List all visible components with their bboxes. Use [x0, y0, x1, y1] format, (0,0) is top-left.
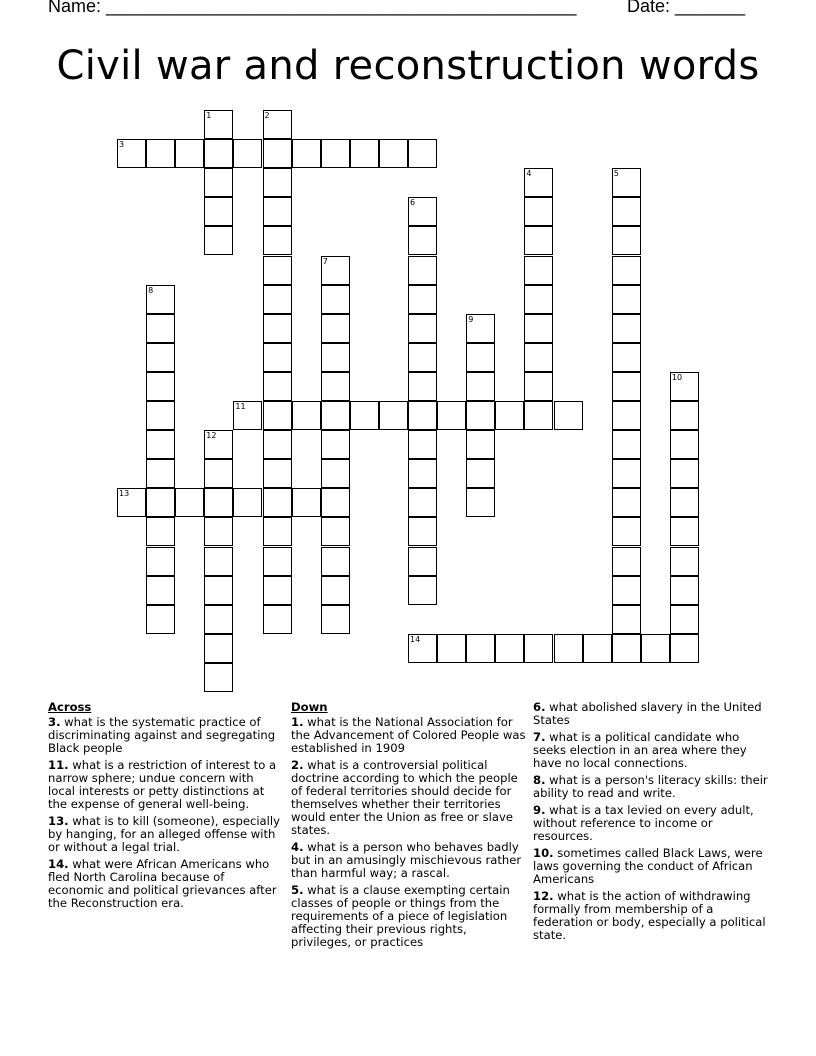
crossword-cell[interactable]	[263, 547, 292, 576]
crossword-cell[interactable]	[321, 401, 350, 430]
crossword-cell[interactable]	[408, 314, 437, 343]
clue-number: 6.	[533, 700, 546, 714]
crossword-cell[interactable]	[612, 576, 641, 605]
crossword-cell[interactable]	[612, 488, 641, 517]
crossword-cell[interactable]	[670, 634, 699, 663]
crossword-cell[interactable]	[204, 139, 233, 168]
crossword-cell[interactable]	[263, 372, 292, 401]
crossword-cell[interactable]	[204, 663, 233, 692]
clue-text: what is to kill (someone), especially by hanging, for an alleged offense with or without a legal trial.	[48, 814, 280, 854]
crossword-cell[interactable]	[495, 634, 524, 663]
crossword-cell[interactable]	[321, 430, 350, 459]
crossword-cell[interactable]	[524, 256, 553, 285]
crossword-cell[interactable]	[146, 285, 175, 314]
crossword-cell[interactable]	[408, 547, 437, 576]
crossword-cell[interactable]	[408, 576, 437, 605]
crossword-cell[interactable]	[408, 256, 437, 285]
crossword-cell[interactable]	[321, 576, 350, 605]
clue-text: what is a tax levied on every adult, without reference to income or resources.	[533, 803, 754, 843]
crossword-cell[interactable]	[612, 285, 641, 314]
clue-across-14	[48, 858, 280, 910]
clue-text: what is the action of withdrawing formally from membership of a federation or body, especially a political state.	[533, 889, 766, 942]
crossword-cell[interactable]	[175, 488, 204, 517]
crossword-cell[interactable]	[612, 226, 641, 255]
crossword-cell[interactable]	[233, 139, 262, 168]
clue-number: 1.	[291, 715, 304, 729]
crossword-cell[interactable]	[612, 372, 641, 401]
clue-down-4	[291, 841, 527, 880]
crossword-cell[interactable]	[204, 547, 233, 576]
across-clues	[48, 701, 280, 914]
crossword-cell[interactable]	[350, 139, 379, 168]
cell-number: 4	[526, 169, 532, 179]
cell-number: 10	[671, 372, 683, 382]
crossword-cell[interactable]	[263, 197, 292, 226]
crossword-cell[interactable]	[524, 168, 553, 197]
crossword-cell[interactable]	[612, 314, 641, 343]
crossword-cell[interactable]	[408, 634, 437, 663]
crossword-cell[interactable]	[612, 547, 641, 576]
cell-number: 12	[206, 431, 217, 441]
clue-number: 13.	[48, 814, 69, 828]
crossword-cell[interactable]	[408, 488, 437, 517]
crossword-cell[interactable]	[321, 139, 350, 168]
crossword-cell[interactable]	[146, 372, 175, 401]
crossword-cell[interactable]	[612, 197, 641, 226]
crossword-cell[interactable]	[524, 314, 553, 343]
crossword-cell[interactable]	[263, 576, 292, 605]
crossword-cell[interactable]	[612, 430, 641, 459]
crossword-cell[interactable]	[321, 517, 350, 546]
crossword-cell[interactable]	[263, 605, 292, 634]
cell-number: 3	[119, 140, 125, 150]
crossword-cell[interactable]	[204, 430, 233, 459]
crossword-cell[interactable]	[204, 168, 233, 197]
crossword-cell[interactable]	[233, 488, 262, 517]
crossword-cell[interactable]	[408, 401, 437, 430]
crossword-cell[interactable]	[466, 372, 495, 401]
cell-number: 8	[148, 285, 154, 295]
clue-number: 14.	[48, 857, 69, 871]
crossword-cell[interactable]	[263, 168, 292, 197]
clue-text: what is a political candidate who seeks election in an area where they have no local connections.	[533, 730, 747, 770]
cell-number: 6	[410, 198, 416, 208]
clue-number: 5.	[291, 883, 304, 897]
crossword-cell[interactable]	[321, 314, 350, 343]
crossword-cell[interactable]	[379, 401, 408, 430]
clue-text: what is a person who behaves badly but in an amusingly mischievous rather than harmful way; a rascal.	[291, 840, 522, 880]
crossword-cell[interactable]	[612, 343, 641, 372]
clue-number: 3.	[48, 715, 61, 729]
crossword-cell[interactable]	[408, 343, 437, 372]
crossword-cell[interactable]	[263, 343, 292, 372]
clue-down-12	[533, 890, 769, 942]
crossword-cell[interactable]	[466, 401, 495, 430]
cell-number: 13	[119, 489, 130, 499]
clue-down-7	[533, 731, 769, 770]
crossword-cell[interactable]	[612, 605, 641, 634]
crossword-cell[interactable]	[321, 285, 350, 314]
crossword-cell[interactable]	[292, 488, 321, 517]
crossword-cell[interactable]	[612, 459, 641, 488]
crossword-cell[interactable]	[117, 488, 146, 517]
crossword-cell[interactable]	[321, 343, 350, 372]
cell-number: 5	[613, 169, 619, 179]
crossword-cell[interactable]	[175, 139, 204, 168]
date-field-label: Date: _______	[627, 0, 746, 16]
crossword-cell[interactable]	[641, 634, 670, 663]
crossword-cell[interactable]	[670, 517, 699, 546]
crossword-cell[interactable]	[263, 256, 292, 285]
crossword-cell[interactable]	[408, 459, 437, 488]
clue-down-5	[291, 884, 527, 949]
crossword-cell[interactable]	[204, 634, 233, 663]
clue-number: 10.	[533, 846, 554, 860]
crossword-cell[interactable]	[612, 634, 641, 663]
crossword-cell[interactable]	[146, 517, 175, 546]
name-field-label: Name: _______________________________________________	[48, 0, 577, 16]
crossword-cell[interactable]	[612, 401, 641, 430]
crossword-cell[interactable]	[466, 343, 495, 372]
crossword-cell[interactable]	[437, 634, 466, 663]
crossword-cell[interactable]	[263, 226, 292, 255]
clue-down-2	[291, 759, 527, 837]
clue-text: what is the systematic practice of discriminating against and segregating Black people	[48, 715, 276, 755]
clue-text: what abolished slavery in the United States	[533, 700, 762, 727]
crossword-cell[interactable]	[524, 197, 553, 226]
crossword-cell[interactable]	[263, 488, 292, 517]
crossword-cell[interactable]	[263, 430, 292, 459]
crossword-cell[interactable]	[554, 401, 583, 430]
clue-text: what is a restriction of interest to a narrow sphere; undue concern with local interests or petty distinctions at the expense of general well-being.	[48, 758, 277, 811]
crossword-cell[interactable]	[146, 139, 175, 168]
crossword-cell[interactable]	[466, 634, 495, 663]
clue-across-13	[48, 815, 280, 854]
clue-down-10	[533, 847, 769, 886]
clue-down-8	[533, 774, 769, 800]
clue-down-9	[533, 804, 769, 843]
crossword-cell[interactable]	[204, 576, 233, 605]
crossword-cell[interactable]	[146, 343, 175, 372]
crossword-cell[interactable]	[670, 372, 699, 401]
crossword-cell[interactable]	[670, 547, 699, 576]
cell-number: 9	[468, 314, 474, 324]
crossword-cell[interactable]	[670, 576, 699, 605]
clue-text: what is a controversial political doctrine according to which the people of federal territories should decide for themselves whether their territories would enter the Union as free or slave states.	[291, 758, 518, 837]
crossword-cell[interactable]	[146, 401, 175, 430]
crossword-cell[interactable]	[204, 226, 233, 255]
cell-number: 2	[264, 111, 270, 120]
crossword-cell[interactable]	[466, 314, 495, 343]
crossword-cell[interactable]	[263, 314, 292, 343]
crossword-cell[interactable]	[263, 110, 292, 139]
clue-number: 12.	[533, 889, 554, 903]
cell-number: 14	[410, 634, 421, 644]
crossword-cell[interactable]	[321, 372, 350, 401]
clue-across-11	[48, 759, 280, 811]
crossword-cell[interactable]	[321, 459, 350, 488]
crossword-cell[interactable]	[292, 139, 321, 168]
crossword-cell[interactable]	[146, 547, 175, 576]
crossword-cell[interactable]	[233, 401, 262, 430]
clue-text: what is a clause exempting certain classes of people or things from the requirements of a piece of legislation affecting their previous rights, privileges, or practices	[291, 883, 510, 949]
clue-number: 4.	[291, 840, 304, 854]
crossword-cell[interactable]	[263, 459, 292, 488]
crossword-cell[interactable]	[612, 168, 641, 197]
crossword-cell[interactable]	[292, 401, 321, 430]
crossword-cell[interactable]	[670, 459, 699, 488]
crossword-cell[interactable]	[146, 314, 175, 343]
clue-text: what is a person's literacy skills: their ability to read and write.	[533, 773, 768, 800]
crossword-cell[interactable]	[321, 488, 350, 517]
crossword-cell[interactable]	[263, 517, 292, 546]
clue-number: 9.	[533, 803, 546, 817]
crossword-cell[interactable]	[350, 401, 379, 430]
crossword-cell[interactable]	[466, 488, 495, 517]
clue-down-6	[533, 701, 769, 727]
crossword-cell[interactable]	[408, 285, 437, 314]
clue-number: 11.	[48, 758, 69, 772]
crossword-cell[interactable]	[204, 488, 233, 517]
crossword-cell[interactable]	[263, 139, 292, 168]
clue-text: sometimes called Black Laws, were laws governing the conduct of African Americans	[533, 846, 763, 886]
clue-text: what were African Americans who fled North Carolina because of economic and political grievances after the Reconstruction era.	[48, 857, 277, 910]
crossword-cell[interactable]	[524, 226, 553, 255]
crossword-cell[interactable]	[321, 605, 350, 634]
crossword-cell[interactable]	[466, 430, 495, 459]
crossword-cell[interactable]	[263, 285, 292, 314]
crossword-cell[interactable]	[117, 139, 146, 168]
crossword-cell[interactable]	[146, 605, 175, 634]
crossword-cell[interactable]	[146, 430, 175, 459]
crossword-cell[interactable]	[408, 430, 437, 459]
cell-number: 7	[322, 256, 328, 266]
crossword-cell[interactable]	[524, 343, 553, 372]
crossword-cell[interactable]	[204, 459, 233, 488]
crossword-cell[interactable]	[146, 576, 175, 605]
crossword-cell[interactable]	[524, 285, 553, 314]
crossword-cell[interactable]	[612, 517, 641, 546]
crossword-cell[interactable]	[204, 197, 233, 226]
crossword-cell[interactable]	[554, 634, 583, 663]
clue-across-3	[48, 716, 280, 755]
crossword-cell[interactable]	[495, 401, 524, 430]
crossword-cell[interactable]	[524, 634, 553, 663]
crossword-cell[interactable]	[670, 430, 699, 459]
clue-text: what is the National Association for the Advancement of Colored People was established in 1909	[291, 715, 526, 755]
across-heading: Across	[48, 700, 92, 714]
crossword-cell[interactable]	[379, 139, 408, 168]
clue-number: 7.	[533, 730, 546, 744]
crossword-cell[interactable]	[583, 634, 612, 663]
crossword-cell[interactable]	[321, 547, 350, 576]
crossword-cell[interactable]	[670, 401, 699, 430]
cell-number: 1	[206, 111, 212, 120]
crossword-cell[interactable]	[204, 517, 233, 546]
crossword-cell[interactable]	[204, 605, 233, 634]
down-clues	[291, 701, 527, 953]
clue-number: 8.	[533, 773, 546, 787]
crossword-cell[interactable]	[524, 401, 553, 430]
crossword-cell[interactable]	[670, 605, 699, 634]
clue-down-1	[291, 716, 527, 755]
crossword-cell[interactable]	[146, 488, 175, 517]
crossword-cell[interactable]	[408, 517, 437, 546]
crossword-cell[interactable]	[466, 459, 495, 488]
crossword-cell[interactable]	[408, 372, 437, 401]
page-title: Civil war and reconstruction words	[56, 43, 760, 89]
cell-number: 11	[235, 402, 246, 411]
down-clues-continued	[533, 701, 769, 946]
crossword-cell[interactable]	[321, 256, 350, 285]
crossword-cell[interactable]	[408, 197, 437, 226]
crossword-cell[interactable]	[408, 226, 437, 255]
crossword-cell[interactable]	[204, 110, 233, 139]
crossword-cell[interactable]	[408, 139, 437, 168]
crossword-cell[interactable]	[146, 459, 175, 488]
crossword-cell[interactable]	[612, 256, 641, 285]
crossword-cell[interactable]	[670, 488, 699, 517]
clue-number: 2.	[291, 758, 304, 772]
crossword-cell[interactable]	[437, 401, 466, 430]
crossword-cell[interactable]	[524, 372, 553, 401]
crossword-cell[interactable]	[263, 401, 292, 430]
down-heading: Down	[291, 700, 328, 714]
